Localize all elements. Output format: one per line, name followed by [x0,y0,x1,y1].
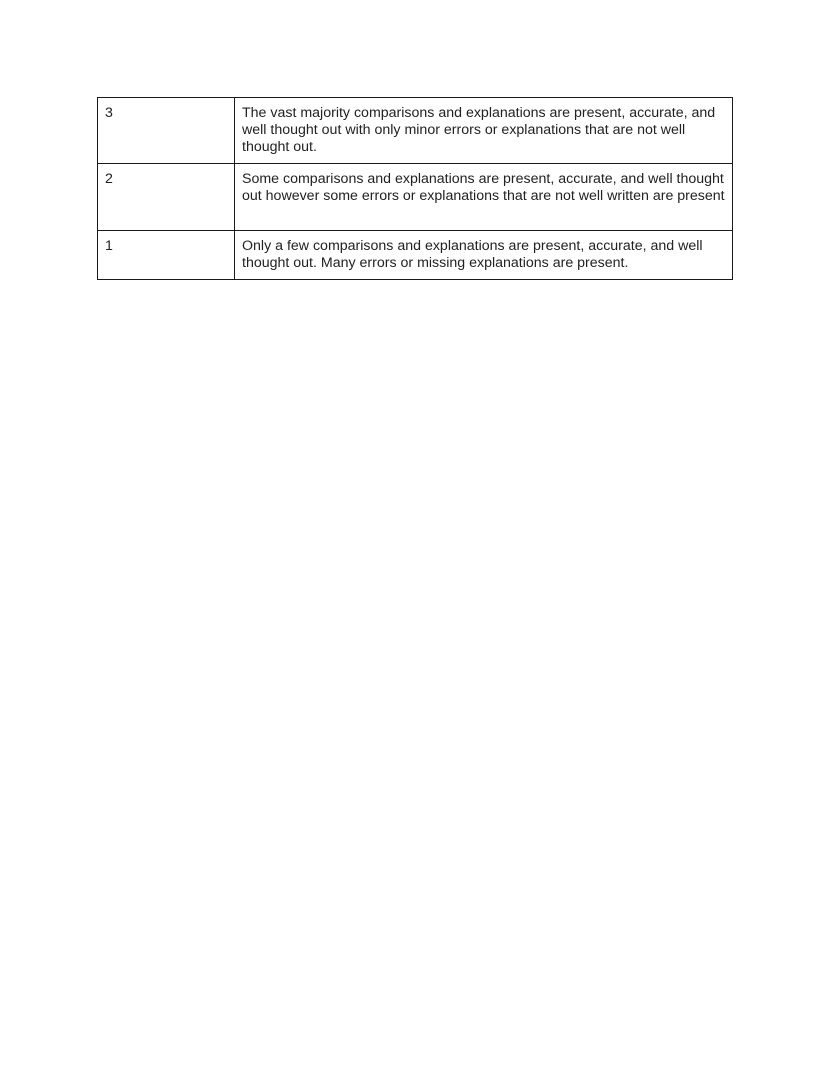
rubric-table [97,97,733,280]
score-cell: 1 [98,231,235,280]
description-cell: Some comparisons and explanations are present, accurate, and well thought out however some errors or explanations that are not well written are present [235,164,733,231]
table-row [98,231,733,280]
score-cell: 3 [98,98,235,164]
table-row [98,98,733,164]
score-cell: 2 [98,164,235,231]
rubric-table-body [98,98,733,280]
table-row [98,164,733,231]
description-cell: The vast majority comparisons and explanations are present, accurate, and well thought out with only minor errors or explanations that are not well thought out. [235,98,733,164]
description-cell: Only a few comparisons and explanations are present, accurate, and well thought out. Many errors or missing explanations are present. [235,231,733,280]
